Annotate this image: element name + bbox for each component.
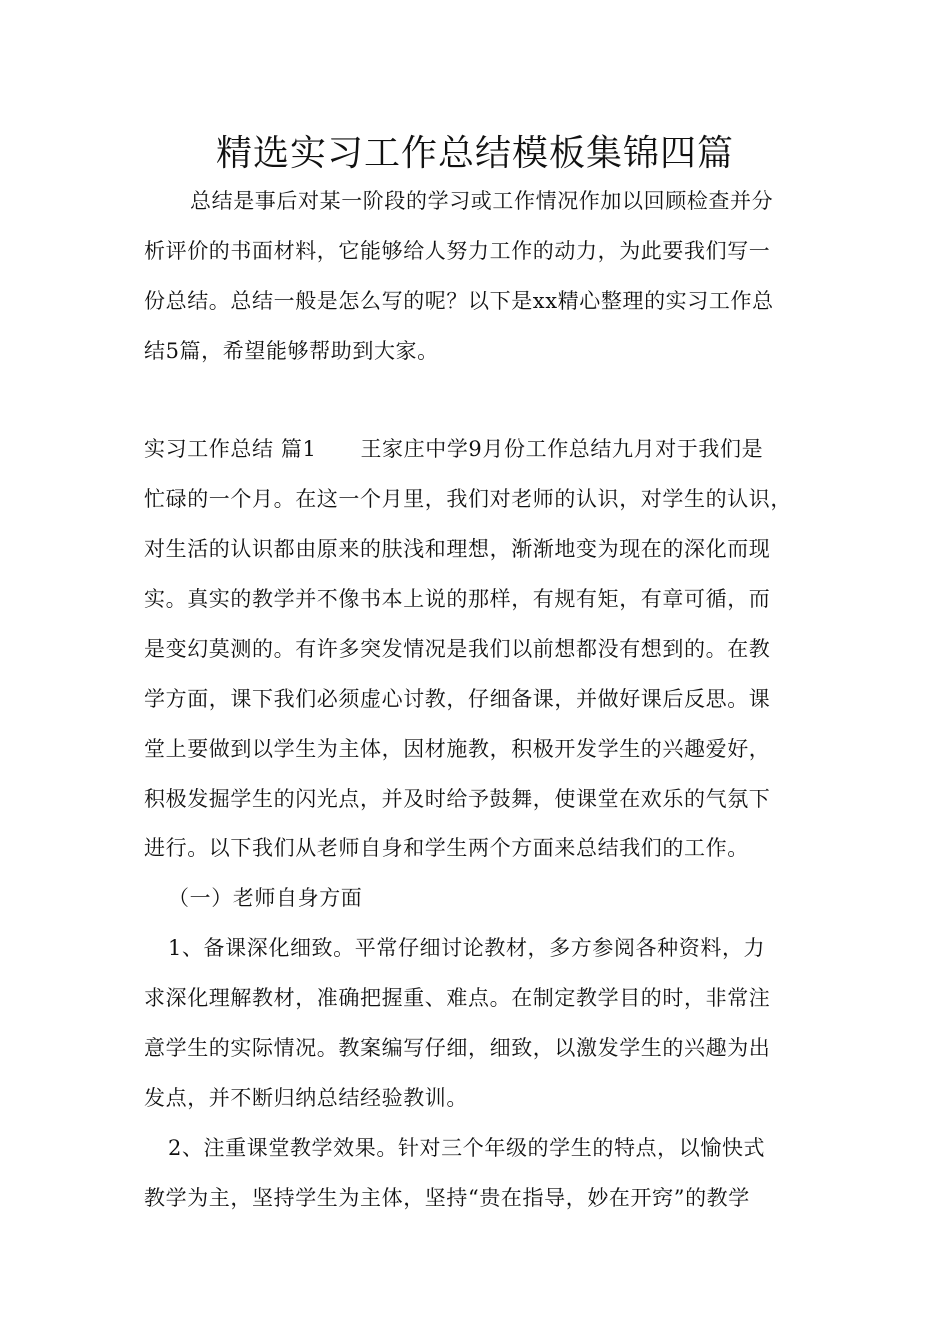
item-line: 意学生的实际情况。教案编写仔细，细致，以激发学生的兴趣为出 [144, 1036, 771, 1060]
item-line: 教学为主，坚持学生为主体，坚持“贵在指导，妙在开窍”的教学 [144, 1186, 750, 1210]
item-line: 发点，并不断归纳总结经验教训。 [144, 1086, 468, 1110]
item-line: 1、备课深化细致。平常仔细讨论教材，多方参阅各种资料，力 [168, 936, 766, 960]
paragraph-line: 积极发掘学生的闪光点，并及时给予鼓舞，使课堂在欢乐的气氛下 [144, 787, 771, 811]
intro-line: 结5篇，希望能够帮助到大家。 [144, 339, 439, 363]
paragraph-line: 学方面，课下我们必须虚心讨教，仔细备课，并做好课后反思。课 [144, 687, 771, 711]
intro-line: 析评价的书面材料，它能够给人努力工作的动力，为此要我们写一 [144, 239, 771, 263]
paragraph-line: 对生活的认识都由原来的肤浅和理想，渐渐地变为现在的深化而现 [144, 537, 771, 561]
intro-line: 总结是事后对某一阶段的学习或工作情况作加以回顾检查并分 [190, 189, 774, 213]
paragraph-line: 忙碌的一个月。在这一个月里，我们对老师的认识，对学生的认识， [144, 487, 792, 511]
paragraph-text: 王家庄中学9月份工作总结九月对于我们是 [360, 437, 764, 461]
intro-line: 份总结。总结一般是怎么写的呢？以下是xx精心整理的实习工作总 [144, 289, 774, 313]
subheading: （一）老师自身方面 [168, 886, 363, 910]
section-heading: 实习工作总结 篇1 [144, 437, 317, 461]
section-heading-line [144, 433, 824, 465]
paragraph-line: 实。真实的教学并不像书本上说的那样，有规有矩，有章可循，而 [144, 587, 771, 611]
paragraph-line: 堂上要做到以学生为主体，因材施教，积极开发学生的兴趣爱好， [144, 737, 771, 761]
document-title: 精选实习工作总结模板集锦四篇 [215, 133, 734, 174]
item-line: 求深化理解教材，准确把握重、难点。在制定教学目的时，非常注 [144, 986, 771, 1010]
paragraph-line: 进行。以下我们从老师自身和学生两个方面来总结我们的工作。 [144, 836, 749, 860]
paragraph-line: 是变幻莫测的。有许多突发情况是我们以前想都没有想到的。在教 [144, 637, 771, 661]
item-line: 2、注重课堂教学效果。针对三个年级的学生的特点，以愉快式 [168, 1136, 766, 1160]
